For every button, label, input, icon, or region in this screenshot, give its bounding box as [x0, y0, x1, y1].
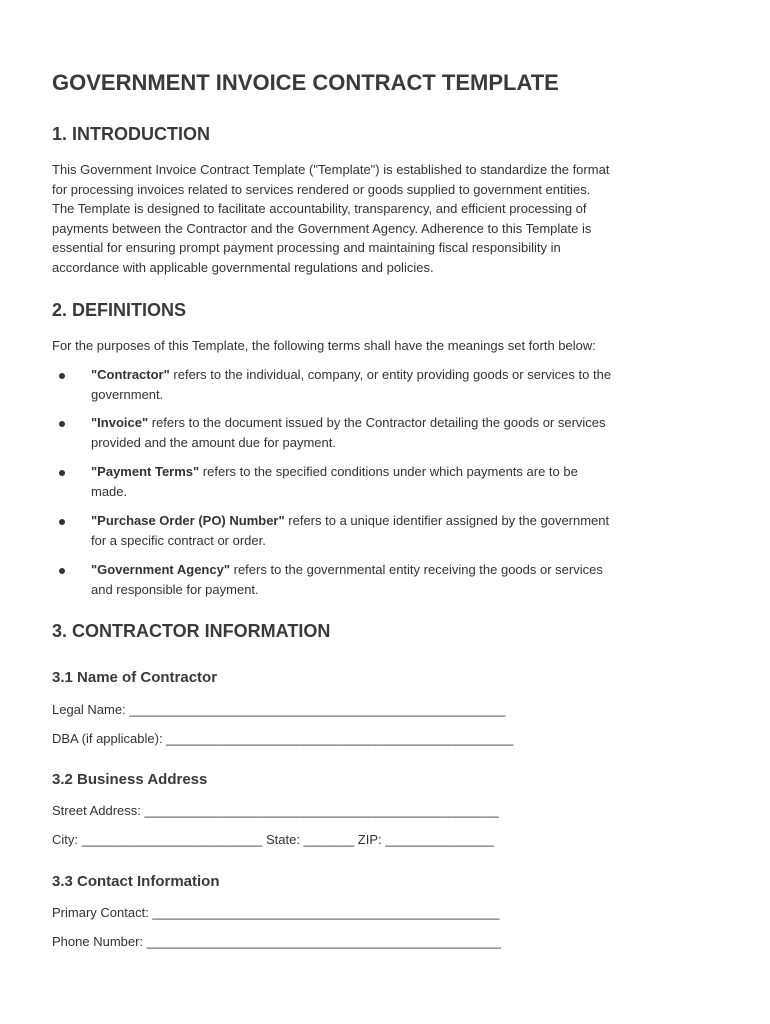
- bullet-icon: [59, 519, 65, 525]
- introduction-line: payments between the Contractor and the Government Agency. Adherence to this Template is: [52, 220, 592, 236]
- definition-term: "Invoice": [91, 415, 149, 430]
- definition-term: "Government Agency": [91, 562, 230, 577]
- street-address-field[interactable]: Street Address: _________________________________________________: [52, 803, 499, 818]
- definition-item-contractor: [91, 365, 721, 404]
- bullet-icon: [59, 470, 65, 476]
- definitions-heading: 2. DEFINITIONS: [52, 300, 187, 320]
- definition-term: "Payment Terms": [91, 464, 200, 479]
- definition-text: provided and the amount due for payment.: [91, 434, 336, 450]
- definition-text: government.: [91, 386, 164, 402]
- bullet-icon: [59, 421, 65, 427]
- phone-number-field[interactable]: Phone Number: _________________________________________________: [52, 934, 501, 949]
- introduction-line: essential for ensuring prompt payment processing and maintaining fiscal responsibility in: [52, 240, 561, 255]
- bullet-icon: [59, 568, 65, 574]
- document-title: GOVERNMENT INVOICE CONTRACT TEMPLATE: [52, 70, 559, 95]
- introduction-line: accordance with applicable governmental regulations and policies.: [52, 259, 434, 275]
- contractor-information-heading: 3. CONTRACTOR INFORMATION: [52, 621, 331, 641]
- definition-text: refers to the document issued by the Contractor detailing the goods or services: [148, 415, 606, 430]
- definition-item-po-number: [91, 511, 721, 550]
- definition-item-government-agency: [91, 560, 721, 599]
- dba-field[interactable]: DBA (if applicable): ________________________________________________: [52, 731, 514, 746]
- name-of-contractor-heading: 3.1 Name of Contractor: [52, 669, 218, 686]
- definition-term: "Purchase Order (PO) Number": [91, 513, 285, 528]
- definition-text: and responsible for payment.: [91, 581, 259, 597]
- definition-text: refers to a unique identifier assigned by the government: [284, 513, 610, 528]
- introduction-line: The Template is designed to facilitate accountability, transparency, and efficient processing of: [52, 201, 587, 216]
- definition-term: "Contractor": [91, 367, 170, 382]
- definition-text: refers to the individual, company, or entity providing goods or services to the: [169, 367, 612, 382]
- definition-text: made.: [91, 483, 128, 499]
- business-address-heading: 3.2 Business Address: [52, 771, 208, 788]
- bullet-icon: [59, 373, 65, 379]
- contact-information-heading: 3.3 Contact Information: [52, 873, 220, 890]
- definition-item-invoice: [91, 413, 721, 452]
- definition-item-payment-terms: [91, 462, 721, 501]
- introduction-paragraph: [52, 160, 732, 277]
- definition-text: refers to the governmental entity receiving the goods or services: [230, 562, 603, 577]
- city-state-zip-field[interactable]: City: _________________________ State: _______ ZIP: _______________: [52, 832, 494, 847]
- introduction-line: for processing invoices related to services rendered or goods supplied to government entities.: [52, 181, 591, 197]
- definition-text: refers to the specified conditions under which payments are to be: [199, 464, 578, 479]
- legal-name-field[interactable]: Legal Name: ____________________________________________________: [52, 702, 506, 717]
- introduction-heading: 1. INTRODUCTION: [52, 124, 211, 144]
- definition-text: for a specific contract or order.: [91, 532, 266, 548]
- introduction-line: This Government Invoice Contract Template ("Template") is established to standardize the format: [52, 162, 610, 177]
- definitions-intro: For the purposes of this Template, the following terms shall have the meanings set forth below:: [52, 338, 596, 353]
- primary-contact-field[interactable]: Primary Contact: ________________________________________________: [52, 905, 500, 920]
